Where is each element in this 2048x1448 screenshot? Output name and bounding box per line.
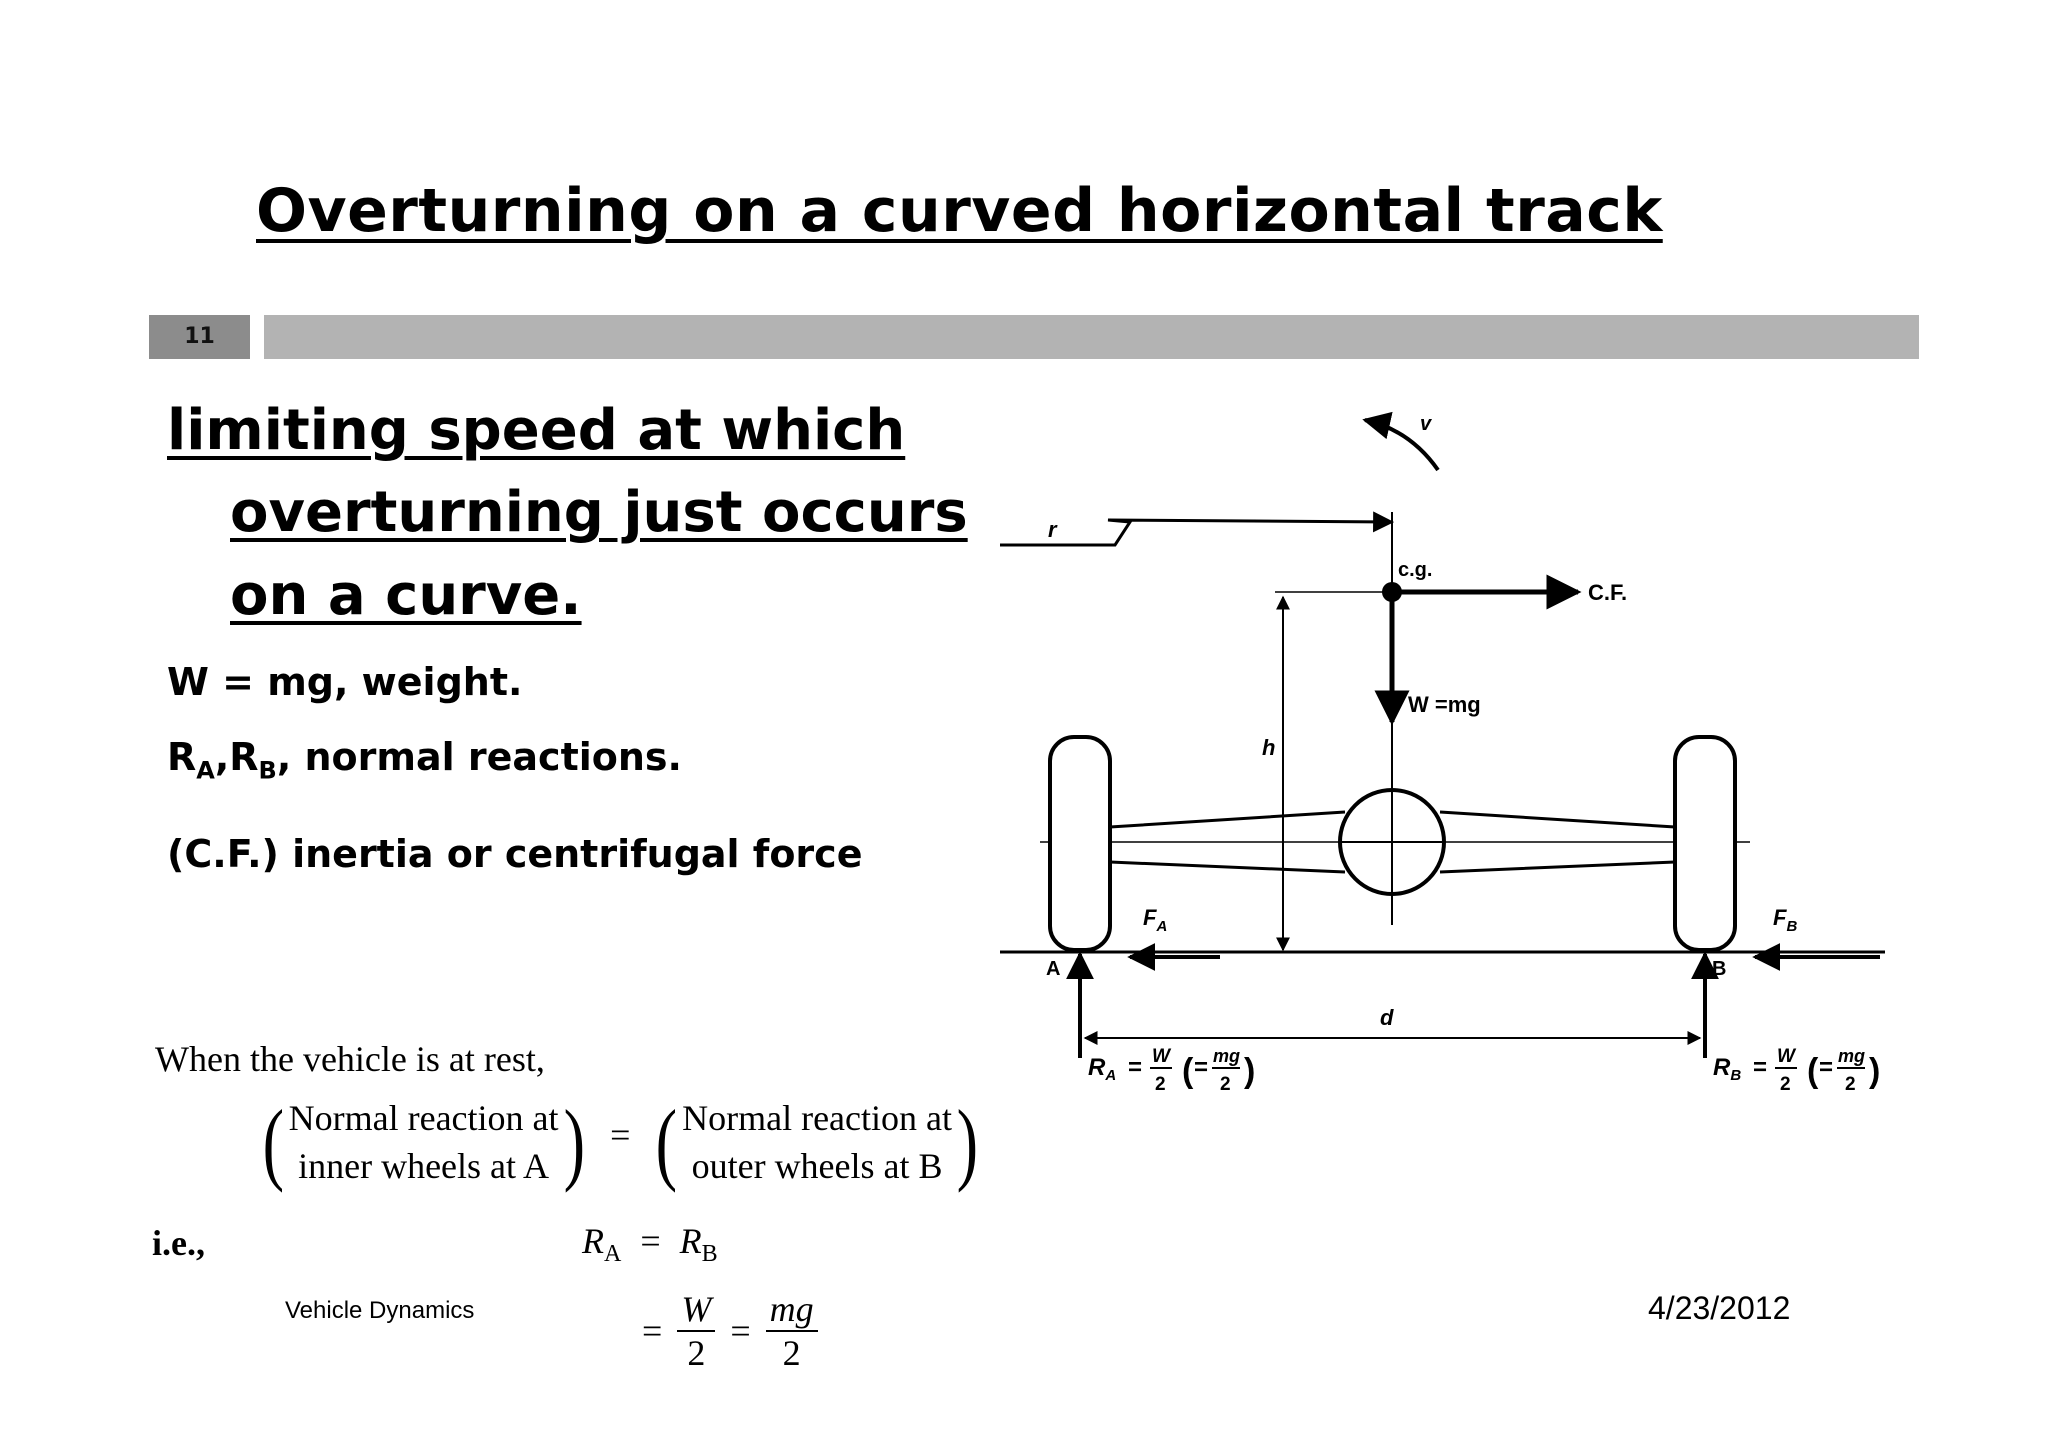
svg-text:=: = <box>1753 1054 1768 1081</box>
heading-line-3: on a curve. <box>230 563 582 628</box>
svg-text:W: W <box>1777 1046 1795 1067</box>
outer-reaction-group: ( Normal reaction at outer wheels at B ) <box>656 1091 979 1193</box>
ra-equals-rb: $R_A = R_B$ <box>582 1221 718 1268</box>
reaction-fraction: = $\frac{W}{2}$ = $\frac{mg}{2}$ <box>642 1288 824 1374</box>
svg-text:RB: $R_B$ <box>1713 1054 1742 1084</box>
cf-definition: (C.F.) inertia or centrifugal force <box>167 832 863 876</box>
derivation-intro: When the vehicle is at rest, <box>155 1039 545 1079</box>
svg-text:W: W <box>1152 1046 1170 1067</box>
wheel-b <box>1675 737 1735 950</box>
w-over-2: $\frac{W}{2}$ <box>677 1288 715 1374</box>
svg-text:RA: $R_A$ <box>1088 1054 1117 1084</box>
ie-label: i.e., <box>152 1223 205 1263</box>
point-b-label: B <box>1712 958 1727 980</box>
svg-text:mg: mg <box>1838 1046 1865 1066</box>
cg-label: c.g. <box>1398 559 1433 581</box>
cf-label: C.F. <box>1588 580 1628 605</box>
rb-equation <box>1713 1046 1880 1095</box>
svg-text:=: = <box>1819 1054 1834 1081</box>
fa-label: $F_A$ <box>1143 905 1168 935</box>
reaction-equality: ( Normal reaction at inner wheels at A ) = ( Normal reaction at outer wheels at B ) <box>258 1094 983 1190</box>
svg-text:=: = <box>1128 1054 1143 1081</box>
footer-date: 4/23/2012 <box>1648 1290 1791 1326</box>
velocity-label: v <box>1420 413 1432 435</box>
height-label: h <box>1262 735 1276 760</box>
slide-number: 11 <box>149 315 250 359</box>
svg-text:): ) <box>1869 1052 1881 1090</box>
fb-label: $F_B$ <box>1773 905 1798 935</box>
svg-text:2: 2 <box>1220 1074 1231 1095</box>
wheel-a <box>1050 737 1110 950</box>
weight-definition: W = mg, weight. <box>167 660 523 704</box>
svg-text:): ) <box>1244 1052 1256 1090</box>
heading-line-2: overturning just occurs <box>230 480 968 545</box>
slide-title: Overturning on a curved horizontal track <box>256 176 1663 246</box>
reactions-definition: $R_A,R_B$, normal reactions. <box>167 735 682 785</box>
footer-course: Vehicle Dynamics <box>285 1297 475 1324</box>
track-width-label: d <box>1380 1005 1394 1030</box>
radius-line <box>1000 520 1392 545</box>
radius-label: r <box>1048 517 1057 542</box>
svg-text:(: ( <box>1807 1052 1819 1090</box>
point-a-label: A <box>1046 958 1061 980</box>
svg-text:2: 2 <box>1780 1074 1791 1095</box>
svg-text:(: ( <box>1182 1052 1194 1090</box>
svg-text:mg: mg <box>1213 1046 1240 1066</box>
heading-line-1: limiting speed at which <box>167 398 906 463</box>
svg-text:=: = <box>1194 1054 1209 1081</box>
inner-reaction-group: ( Normal reaction at inner wheels at A ) <box>262 1091 585 1193</box>
ra-equation <box>1088 1046 1255 1095</box>
weight-label: W =mg <box>1408 692 1481 717</box>
svg-text:2: 2 <box>1155 1074 1166 1095</box>
svg-text:2: 2 <box>1845 1074 1856 1095</box>
mg-over-2: $\frac{mg}{2}$ <box>766 1288 818 1374</box>
